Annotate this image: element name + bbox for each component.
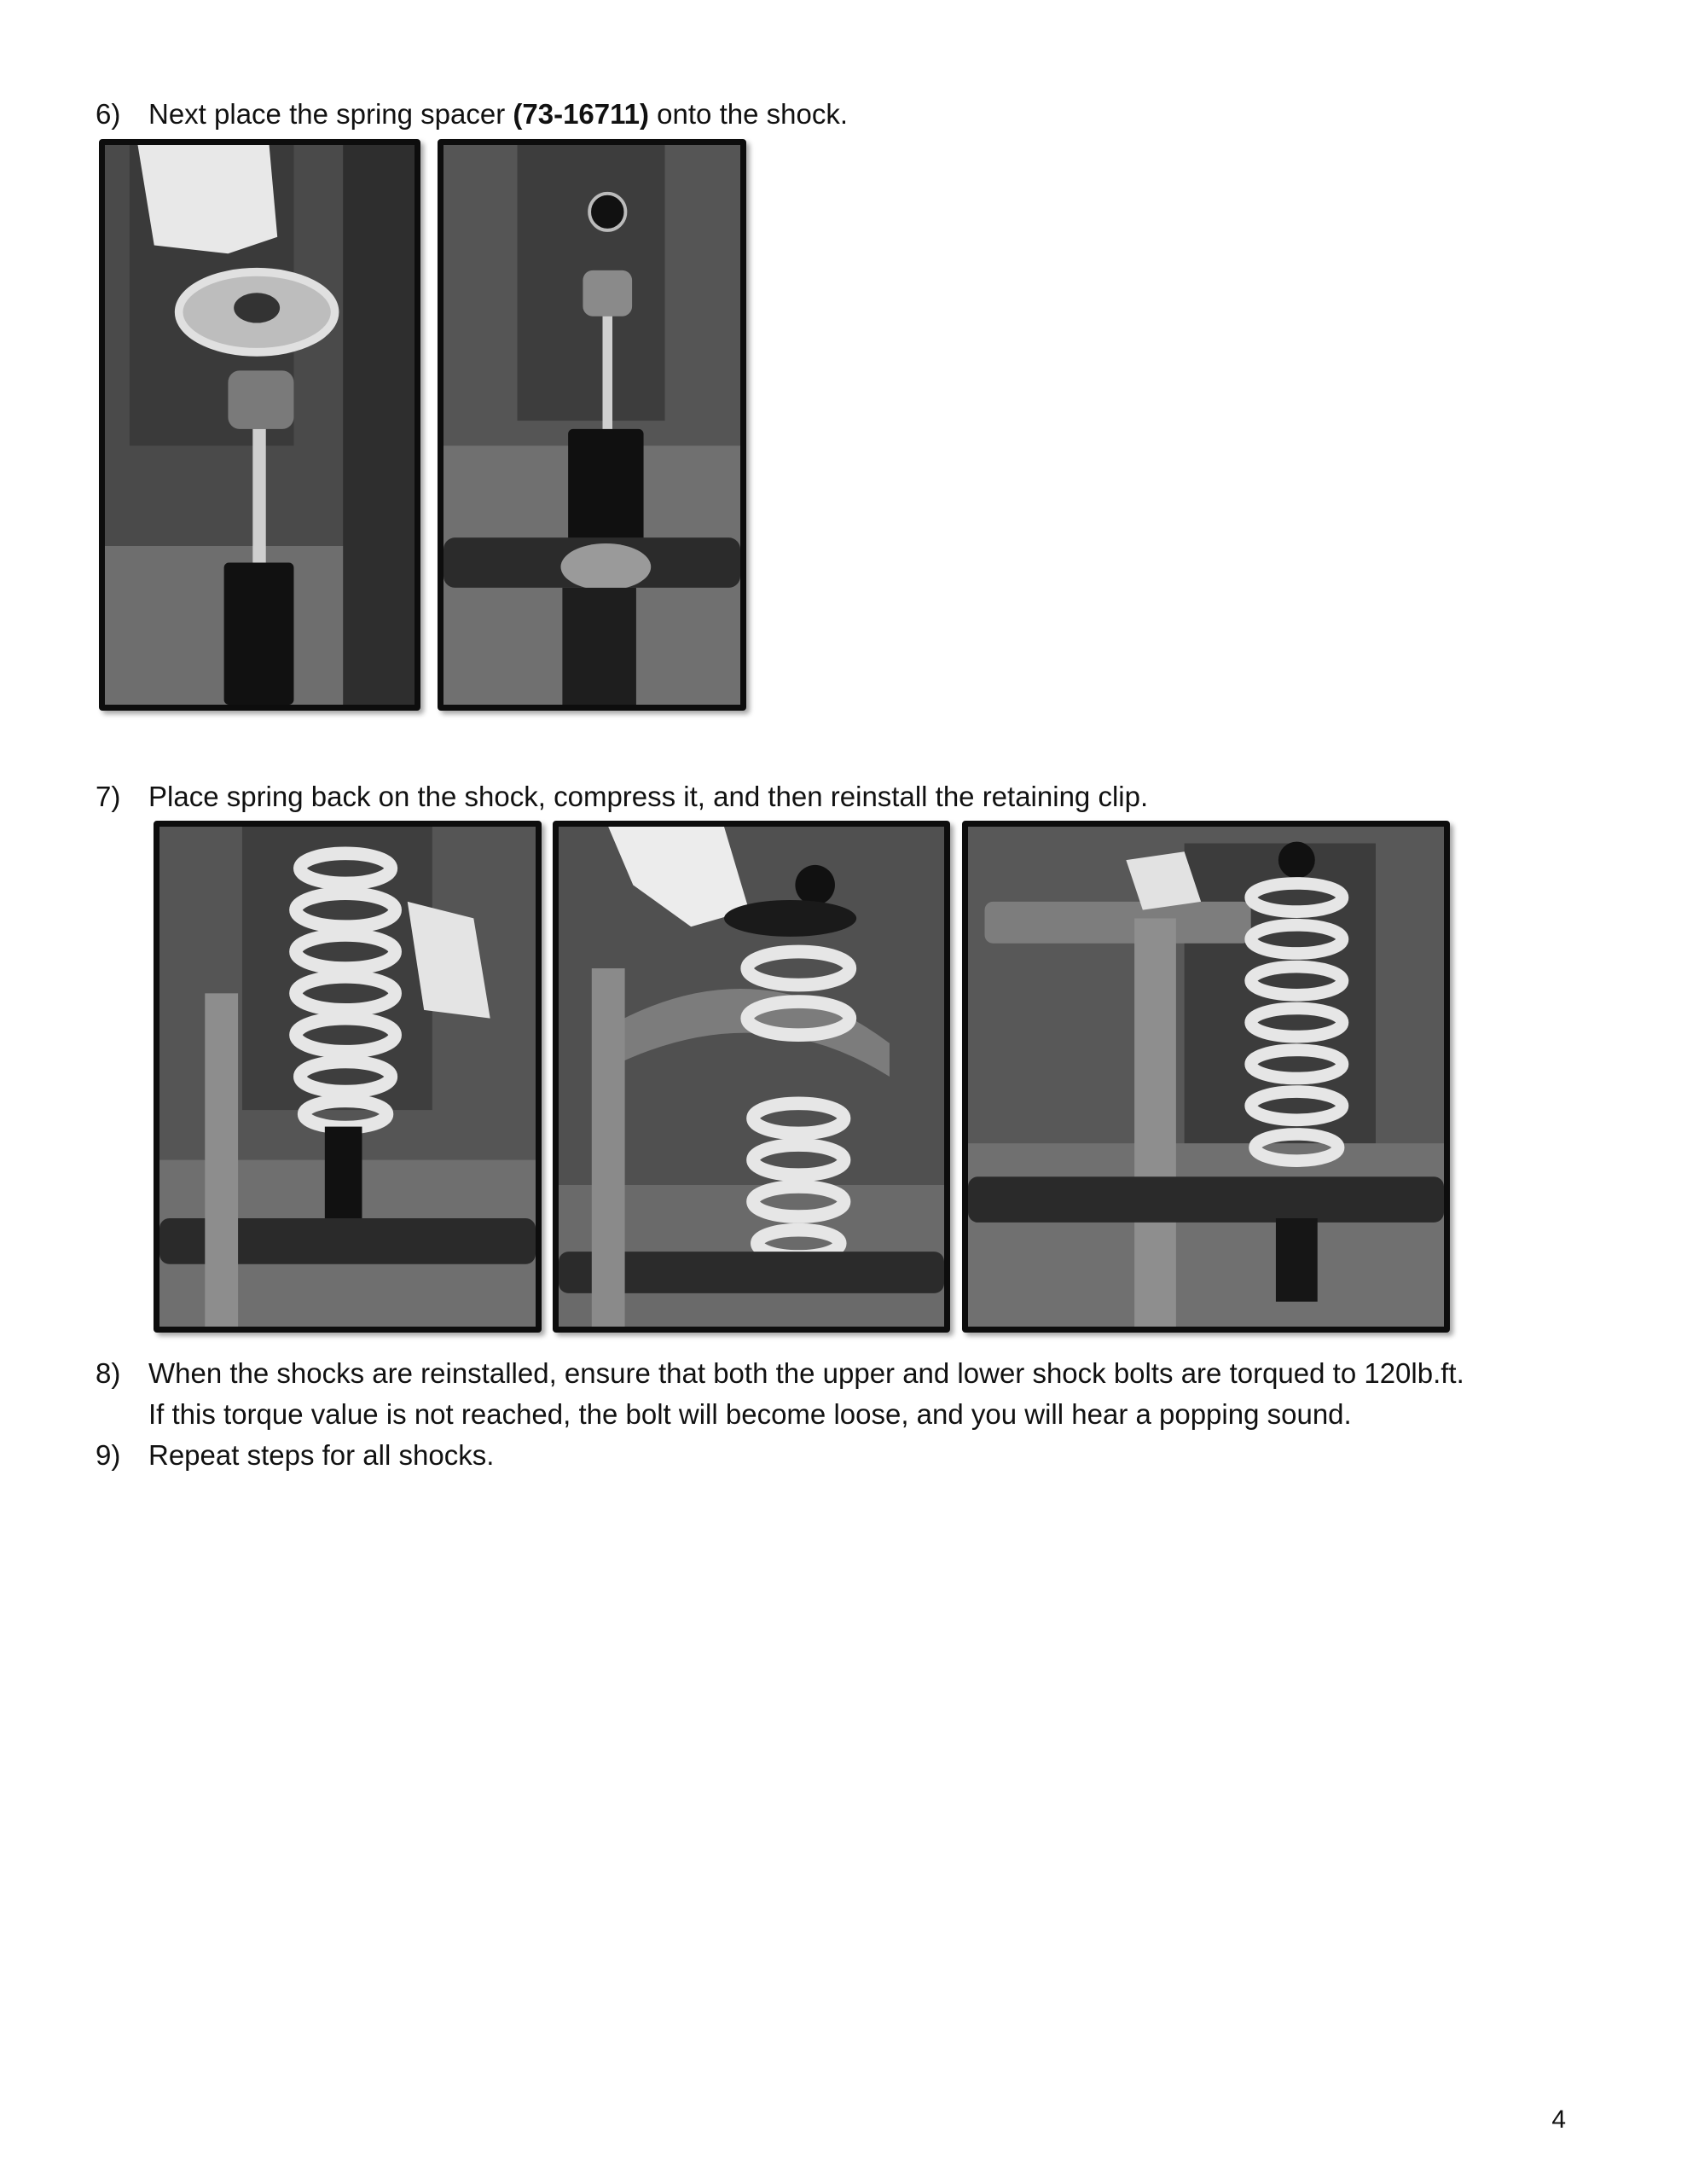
photo-compressing-spring: [553, 821, 950, 1333]
photo-spring-on-shock: [154, 821, 542, 1333]
step-number: 9): [96, 1439, 121, 1471]
page-number: 4: [1551, 2106, 1566, 2134]
step-text: Place spring back on the shock, compress it, and then reinstall the retaining clip.: [148, 781, 1149, 812]
photo-retaining-clip: [962, 821, 1450, 1333]
photo-spacer-in-hand: [99, 139, 420, 711]
step-number: 7): [96, 781, 121, 812]
step-text-line-2: If this torque value is not reached, the bolt will become loose, and you will hear a popping sound.: [148, 1398, 1352, 1430]
step-number: 8): [96, 1357, 121, 1389]
step-text: Repeat steps for all shocks.: [148, 1439, 495, 1471]
step-text: Next place the spring spacer (73-16711) onto the shock.: [148, 98, 848, 130]
part-number: (73-16711): [513, 98, 650, 130]
photo-spacer-installed: [438, 139, 746, 711]
step-number: 6): [96, 98, 121, 130]
step-text-line-1: When the shocks are reinstalled, ensure that both the upper and lower shock bolts are torqued to 120lb.ft.: [148, 1357, 1464, 1389]
